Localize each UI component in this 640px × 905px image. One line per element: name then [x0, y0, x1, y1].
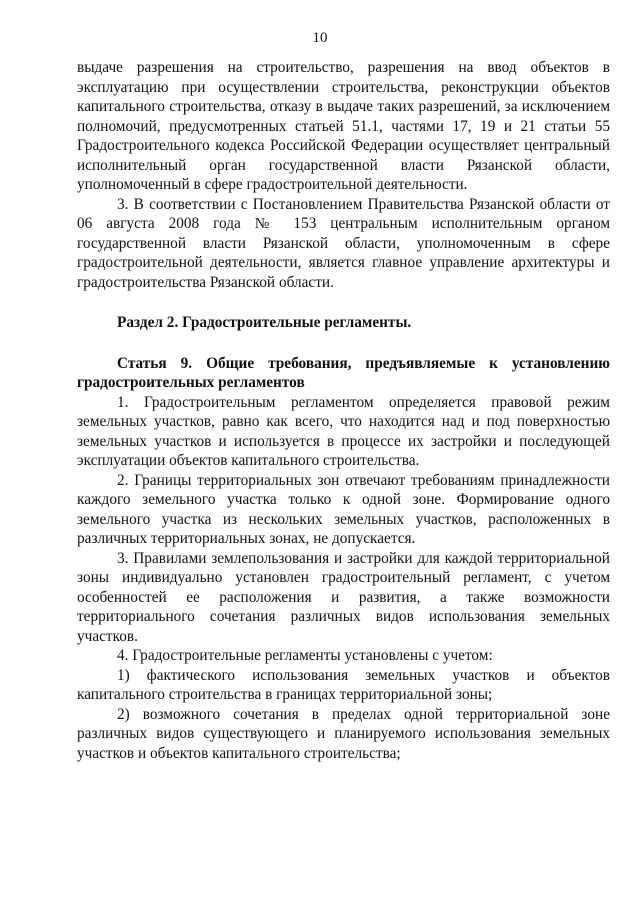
article-item-4-1: 1) фактического использования земельных участков и объектов капитального строительства в границах территориальной зоны;: [77, 666, 610, 703]
article-item-3: 3. Правилами землепользования и застройки для каждой территориальной зоны индивидуально установлен градостроительный регламент, с учетом особенностей ее расположения и развития, а также возможности территориального сочетания различных видов использования земельных участков.: [77, 549, 610, 645]
article-item-4: 4. Градостроительные регламенты установлены с учетом:: [117, 647, 493, 664]
article-item-2: 2. Границы территориальных зон отвечают требованиям принадлежности каждого земельного участка только к одной зоне. Формирование одного земельного участка из нескольких земельных участков, расположенных в различных территориальных зонах, не допускается.: [77, 471, 610, 547]
article-heading: Статья 9. Общие требования, предъявляемые к установлению градостроительных регламентов: [77, 354, 610, 391]
article-item-1: 1. Градостроительным регламентом определяется правовой режим земельных участков, равно как всего, что находится над и под поверхностью земельных участков и используется в процессе их застройки и последующей эксплуатации объектов капитального строительства.: [77, 393, 610, 469]
paragraph-continuation: выдаче разрешения на строительство, разрешения на ввод объектов в эксплуатацию при осуществлении строительства, реконструкции объектов капитального строительства, отказу в выдаче таких разрешений, за исключением полномочий, предусмотренных статьей 51.1, частями 17, 19 и 21 статьи 55 Градостроительного кодекса Российской Федерации осуществляет центральный исполнительный орган государственной власти Рязанской области, уполномоченный в сфере градостроительной деятельности.: [77, 59, 610, 193]
page-number: 10: [312, 30, 328, 46]
article-item-4-2: 2) возможного сочетания в пределах одной территориальной зоне различных видов существующего и планируемого использования земельных участков и объектов капитального строительства;: [77, 705, 610, 762]
section-heading: Раздел 2. Градостроительные регламенты.: [117, 314, 412, 331]
paragraph-item-3: 3. В соответствии с Постановлением Правительства Рязанской области от 06 августа 2008 года № 153 центральным исполнительным органом государственной власти Рязанской области, уполномоченным в сфере градостроительной деятельности, является главное управление архитектуры и градостроительства Рязанской области.: [77, 195, 610, 291]
document-body: [77, 58, 610, 763]
